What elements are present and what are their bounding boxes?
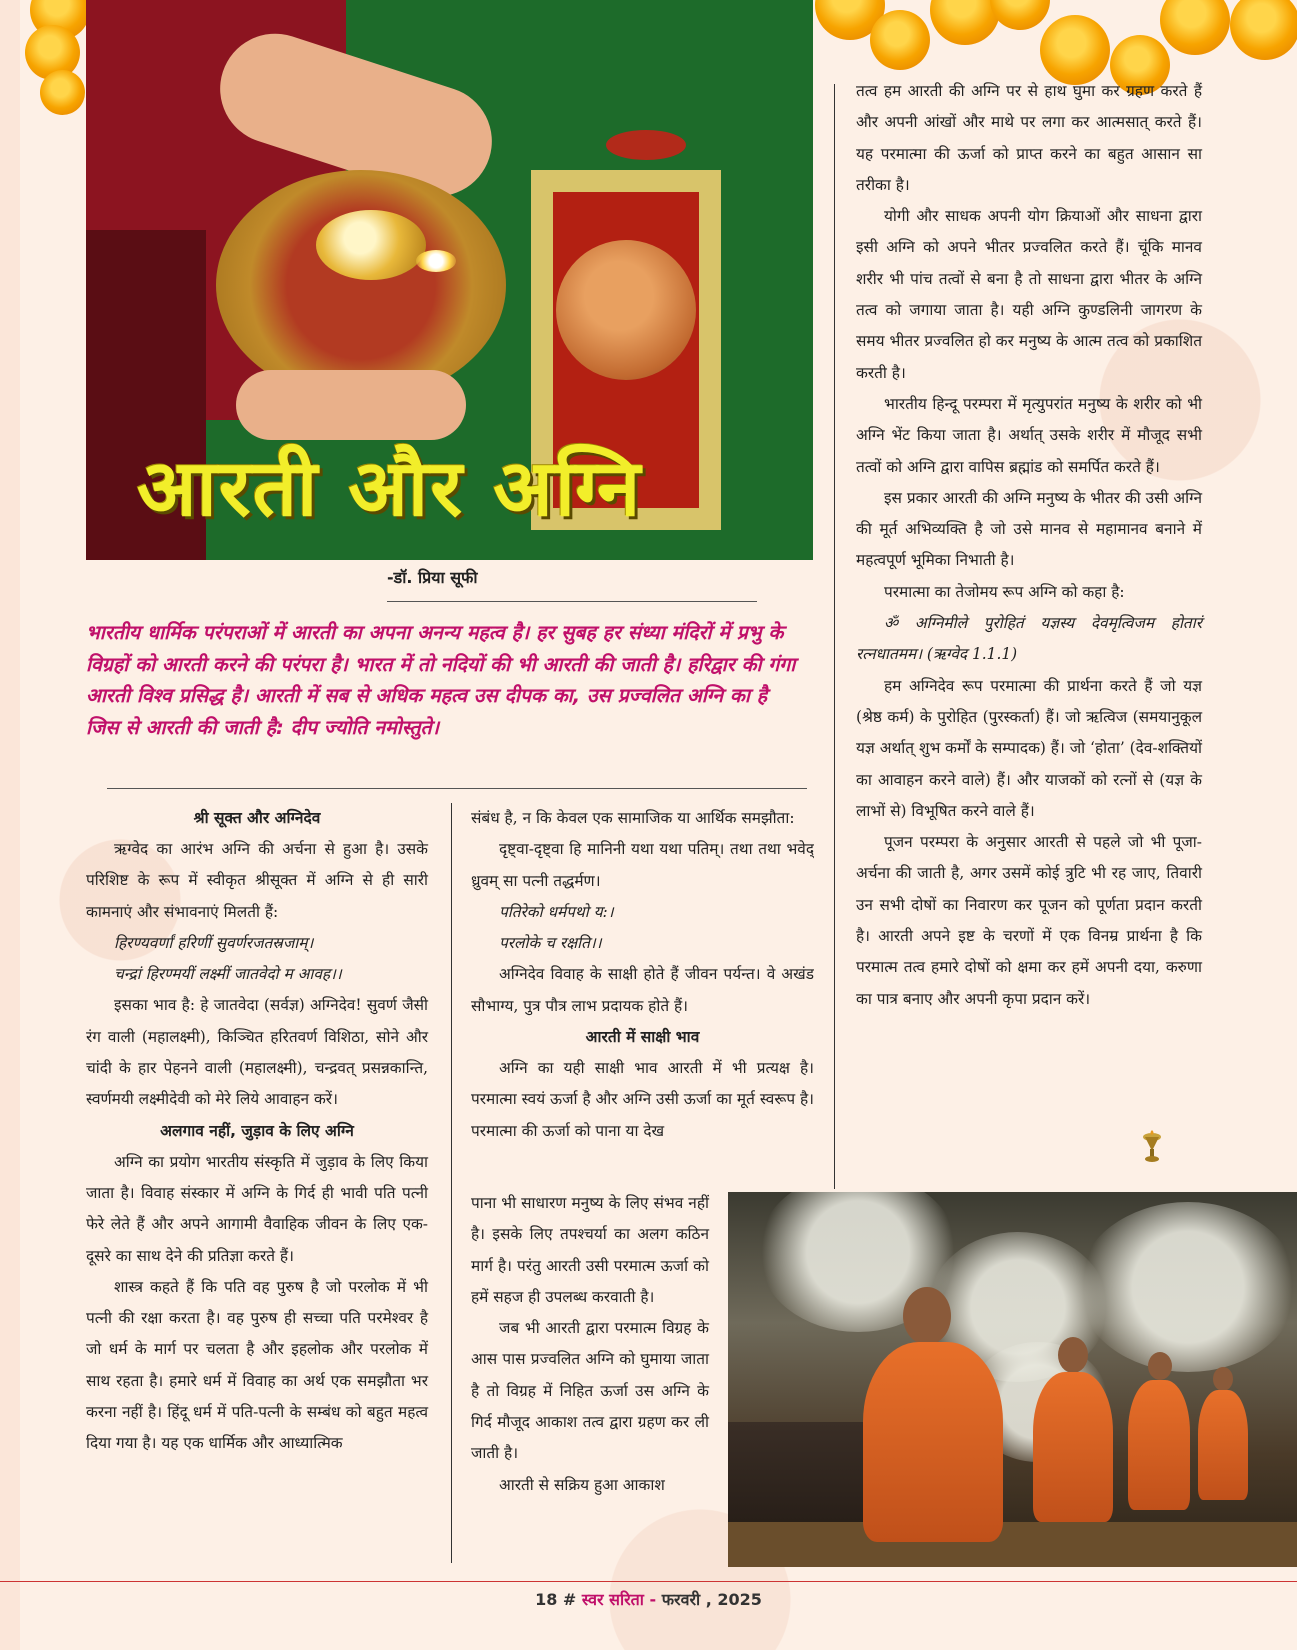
intro-rule	[107, 788, 807, 789]
paragraph: ऋग्वेद का आरंभ अग्नि की अर्चना से हुआ है। उसके परिशिष्ट के रूप में स्वीकृत श्रीसूक्त में अग्नि से ही सारी कामनाएं और संभावनाएं मिलती हैं:	[86, 840, 428, 921]
page-number: 18	[535, 1590, 558, 1609]
paragraph: पूजन परम्परा के अनुसार आरती से पहले जो भी पूजा-अर्चना की जाती है, अगर उसमें कोई त्रुटि भी रह जाए, तिवारी उन सभी दोषों का निवारण कर पूजन को पूर्णता प्रदान करती है। आरती अपने इष्ट के चरणों में एक विनम्र प्रार्थना है कि परमात्म तत्व हमारे दोषों को क्षमा कर हमें अपनी दया, करुणा का पात्र बनाए और अपनी कृपा प्रदान करें।	[856, 833, 1202, 1008]
verse-line: ॐ अग्निमीले पुरोहितं यज्ञस्य देवमृत्विजम होतारं रत्नधातमम। (ऋग्वेद 1.1.1)	[856, 614, 1202, 664]
section-heading: अलगाव नहीं, जुड़ाव के लिए अग्नि	[160, 1121, 354, 1140]
verse-line: पतिरेको धर्मपथो य:।	[499, 902, 614, 921]
paragraph: दृष्ट्वा-दृष्ट्वा हि मानिनी यथा यथा पतिम्। तथा तथा भवेद् ध्रुवम् सा पत्नी तद्धर्मण।	[471, 840, 814, 890]
paragraph: तत्व हम आरती की अग्नि पर से हाथ घुमा कर ग्रहण करते हैं और अपनी आंखों और माथे पर लगा कर आत्मसात् करते हैं। यह परमात्मा की ऊर्जा को प्राप्त करने का बहुत आसान सा तरीका है।	[856, 82, 1202, 194]
verse-line: चन्द्रां हिरण्मयीं लक्ष्मीं जातवेदो म आवह।।	[114, 965, 342, 984]
paragraph: जब भी आरती द्वारा परमात्म विग्रह के आस पास प्रज्वलित अग्नि को घुमाया जाता है तो विग्रह में निहित ऊर्जा उस अग्नि के गिर्द मौजूद आकाश तत्व द्वारा ग्रहण कर ली जाती है।	[471, 1319, 709, 1463]
paragraph: परमात्मा का तेजोमय रूप अग्नि को कहा है:	[884, 582, 1125, 601]
column-divider	[834, 84, 835, 1189]
paragraph: अग्नि का यही साक्षी भाव आरती में भी प्रत्यक्ष है। परमात्मा स्वयं ऊर्जा है और अग्नि उसी ऊर्जा का मूर्त स्वरूप है। परमात्मा की ऊर्जा को पाना या देख	[471, 1059, 814, 1140]
ganga-aarti-photo	[728, 1192, 1297, 1567]
byline-rule	[387, 601, 757, 602]
intro-paragraph: भारतीय धार्मिक परंपराओं में आरती का अपना अनन्य महत्व है। हर सुबह हर संध्या मंदिरों में प्रभु के विग्रहों को आरती करने की परंपरा है। भारत में तो नदियों की भी आरती की जाती है। हरिद्वार की गंगा आरती विश्व प्रसिद्ध है। आरती में सब से अधिक महत्व उस दीपक का, उस प्रज्वलित अग्नि का है जिस से आरती की जाती है: दीप ज्योति नमोस्तुते।	[86, 621, 796, 739]
paragraph: इस प्रकार आरती की अग्नि मनुष्य के भीतर की उसी अग्नि की मूर्त अभिव्यक्ति है जो उसे मानव से महामानव बनाने में महत्वपूर्ण भूमिका निभाती है।	[856, 488, 1203, 570]
article-title: आरती और अग्नि	[137, 444, 643, 534]
section-heading: आरती में साक्षी भाव	[585, 1028, 700, 1047]
footer-rule	[0, 1581, 1297, 1582]
column-1	[86, 803, 428, 1460]
verse-line: हिरण्यवर्णां हरिणीं सुवर्णरजतस्रजाम्।	[114, 933, 314, 952]
footer-separator: #	[562, 1590, 577, 1609]
issue-date: फरवरी , 2025	[661, 1590, 762, 1609]
verse-line: परलोके च रक्षति।।	[499, 934, 602, 953]
diya-end-icon	[1139, 1129, 1165, 1163]
column-divider	[451, 803, 452, 1563]
left-margin-strip	[0, 0, 20, 1650]
paragraph: भारतीय हिन्दू परम्परा में मृत्युपरांत मनुष्य के शरीर को भी अग्नि भेंट किया जाता है। अर्थात् उसके शरीर में मौजूद सभी तत्वों को अग्नि द्वारा वापिस ब्रह्मांड को समर्पित करते हैं।	[856, 394, 1202, 476]
footer-dash: -	[649, 1590, 657, 1609]
page-footer	[0, 1588, 1297, 1610]
paragraph: अग्निदेव विवाह के साक्षी होते हैं जीवन पर्यन्त। वे अखंड सौभाग्य, पुत्र पौत्र लाभ प्रदायक होते हैं।	[471, 965, 814, 1015]
author-byline: -डॉ. प्रिया सूफी	[387, 568, 478, 587]
publication-name: स्वर सरिता	[581, 1590, 644, 1609]
paragraph: इसका भाव है: हे जातवेदा (सर्वज्ञ) अग्निदेव! सुवर्ण जैसी रंग वाली (महालक्ष्मी), किञ्चित हरितवर्ण विशिठा, सोने और चांदी के हार पेहनने वाली (महालक्ष्मी), चन्द्रवत् प्रसन्नकान्ति, स्वर्णमयी लक्ष्मीदेवी को मेरे लिये आवाहन करें।	[86, 996, 428, 1109]
paragraph: पाना भी साधारण मनुष्य के लिए संभव नहीं है। इसके लिए तपश्चर्या का अलग कठिन मार्ग है। परंतु आरती उसी परमात्म ऊर्जा को हमें सहज ही उपलब्ध करवाती है।	[471, 1194, 709, 1306]
paragraph: संबंध है, न कि केवल एक सामाजिक या आर्थिक समझौता:	[471, 809, 795, 827]
section-heading: श्री सूक्त और अग्निदेव	[193, 809, 321, 827]
column-3	[856, 76, 1202, 1015]
paragraph: अग्नि का प्रयोग भारतीय संस्कृति में जुड़ाव के लिए किया जाता है। विवाह संस्कार में अग्नि के गिर्द ही भावी पति पत्नी फेरे लेते हैं और अपने आगामी वैवाहिक जीवन के लिए एक-दूसरे का साथ देने की प्रतिज्ञा करते हैं।	[86, 1152, 428, 1265]
paragraph: हम अग्निदेव रूप परमात्मा की प्रार्थना करते हैं जो यज्ञ (श्रेष्ठ कर्म) के पुरोहित (पुरस्कर्ता) हैं। जो ऋत्विज (समयानुकूल यज्ञ अर्थात् शुभ कर्मों के सम्पादक) हैं। जो ‘होता’ (देव-शक्तियों का आवाहन करने वाले) हैं। और याजकों को रत्नों से (यज्ञ के लाभों से) विभूषित करने वाले हैं।	[856, 676, 1202, 820]
paragraph: शास्त्र कहते हैं कि पति वह पुरुष है जो परलोक में भी पत्नी की रक्षा करता है। वह पुरुष ही सच्चा पति परमेश्वर है जो धर्म के मार्ग पर चलता है और इहलोक और परलोक में साथ रहता है। हमारे धर्म में विवाह का अर्थ एक समझौता भर करना नहीं है। हिंदू धर्म में पति-पत्नी के सम्बंध को बहुत महत्व दिया गया है। यह एक धार्मिक और आध्यात्मिक	[86, 1277, 428, 1453]
paragraph: आरती से सक्रिय हुआ आकाश	[499, 1475, 665, 1494]
column-2-bottom	[471, 1188, 709, 1501]
paragraph: योगी और साधक अपनी योग क्रियाओं और साधना द्वारा इसी अग्नि को अपने भीतर प्रज्वलित करते हैं। चूंकि मानव शरीर भी पांच तत्वों से बना है तो साधना द्वारा भीतर के अग्नि तत्व को जगाया जाता है। यही अग्नि कुण्डलिनी जागरण के समय भीतर प्रज्वलित हो कर मनुष्य के आत्म तत्व को प्रकाशित करती है।	[856, 207, 1202, 382]
column-2-top	[471, 803, 814, 1188]
